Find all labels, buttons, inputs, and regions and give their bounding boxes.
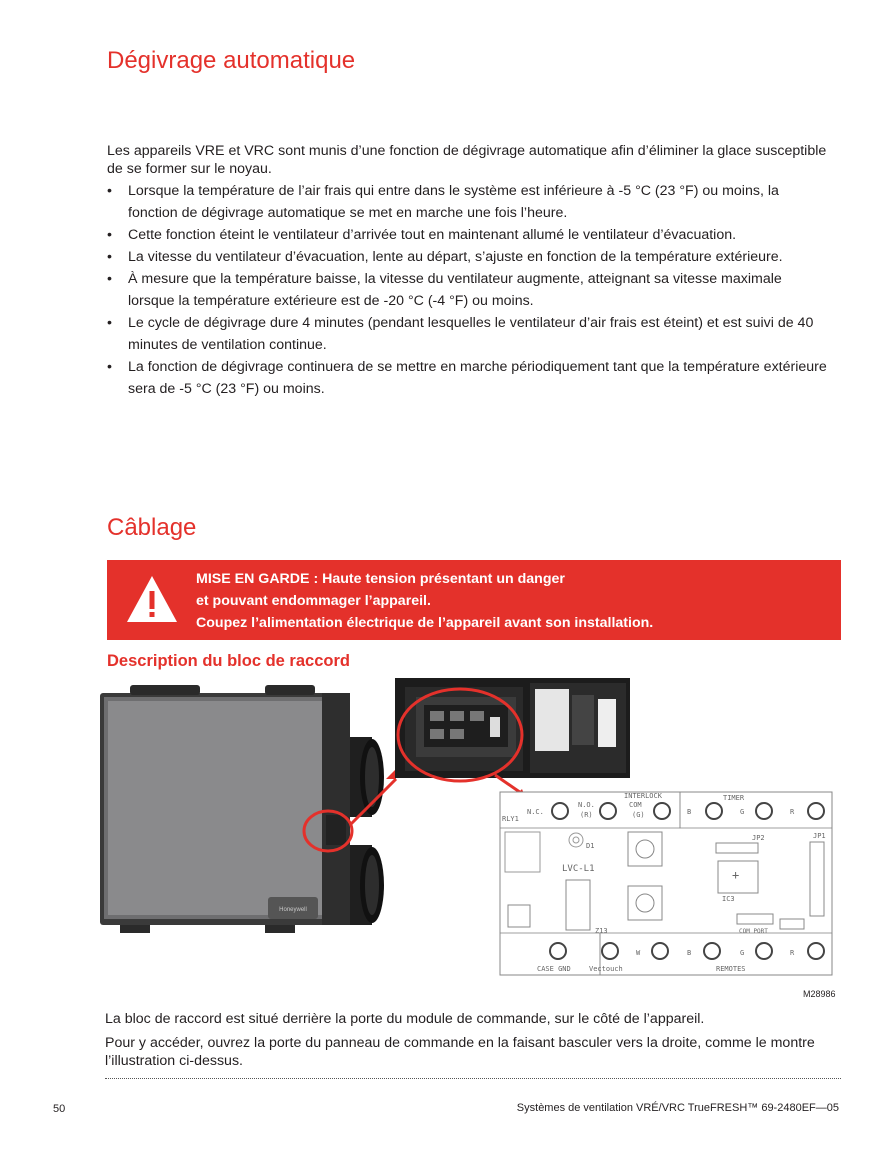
list-item: • Cette fonction éteint le ventilateur d’arrivée tout en maintenant allumé le ventilateur d’évacuation. <box>107 224 832 246</box>
terminal-block-figure <box>100 675 840 1005</box>
section-title-defrost: Dégivrage automatique <box>107 47 356 74</box>
svg-text:JP1: JP1 <box>813 832 826 840</box>
svg-text:COM: COM <box>629 801 642 809</box>
terminal-block-diagram <box>500 792 832 975</box>
svg-text:+: + <box>732 868 740 882</box>
svg-text:G: G <box>740 808 745 816</box>
svg-text:(R): (R) <box>580 811 593 819</box>
svg-text:Vectouch: Vectouch <box>589 965 623 973</box>
svg-text:R: R <box>790 808 795 816</box>
page-number: 50 <box>53 1103 66 1115</box>
svg-text:CASE GND: CASE GND <box>537 965 571 973</box>
defrost-bullet-list <box>107 180 832 400</box>
control-panel-photo <box>395 678 630 799</box>
warning-line-3: Coupez l’alimentation électrique de l’appareil avant son installation. <box>196 615 654 631</box>
ventilator-illustration <box>100 675 840 1005</box>
svg-text:TIMER: TIMER <box>723 794 745 802</box>
svg-text:N.C.: N.C. <box>527 808 544 816</box>
terminal-block-access-text: Pour y accéder, ouvrez la porte du panneau de commande en la faisant basculer vers la droite, comme le montre l’illustration ci-dessus. <box>105 1035 815 1069</box>
svg-text:REMOTES: REMOTES <box>716 965 746 973</box>
svg-text:COM PORT: COM PORT <box>739 928 768 935</box>
svg-text:G: G <box>740 949 745 957</box>
warning-line-2: et pouvant endommager l’appareil. <box>196 593 431 609</box>
dotted-divider <box>105 1078 841 1079</box>
svg-text:B: B <box>687 949 692 957</box>
section-title-wiring: Câblage <box>107 514 197 541</box>
list-item: • Le cycle de dégivrage dure 4 minutes (pendant lesquelles le ventilateur d’air frais est éteint) et est suivi de 40 minutes de ventilation continue. <box>107 312 832 356</box>
list-item: • La vitesse du ventilateur d’évacuation, lente au départ, s’ajuste en fonction de la température extérieure. <box>107 246 832 268</box>
warning-line-1: MISE EN GARDE : Haute tension présentant un danger <box>196 571 565 587</box>
svg-text:INTERLOCK: INTERLOCK <box>624 792 662 800</box>
warning-triangle-icon <box>125 574 179 624</box>
svg-text:N.O.: N.O. <box>578 801 595 809</box>
svg-text:(G): (G) <box>632 811 645 819</box>
svg-text:B: B <box>687 808 692 816</box>
svg-text:Z13: Z13 <box>595 927 608 935</box>
svg-text:W: W <box>636 949 641 957</box>
terminal-block-location-text: La bloc de raccord est situé derrière la porte du module de commande, sur le côté de l’appareil. <box>105 1011 705 1027</box>
svg-text:RLY1: RLY1 <box>502 815 519 823</box>
subsection-title-terminal-block: Description du bloc de raccord <box>107 652 350 670</box>
defrost-intro: Les appareils VRE et VRC sont munis d’une fonction de dégivrage automatique afin d’éliminer la glace susceptible de se former sur le noyau. <box>107 143 827 177</box>
figure-code: M28986 <box>803 989 836 999</box>
svg-text:D1: D1 <box>586 842 595 850</box>
svg-text:LVC-L1: LVC-L1 <box>562 864 595 874</box>
svg-text:R: R <box>790 949 795 957</box>
ventilator-unit-image <box>100 685 396 933</box>
warning-banner <box>107 560 841 640</box>
svg-text:JP2: JP2 <box>752 834 765 842</box>
brand-logo: Honeywell <box>279 907 307 913</box>
warning-text <box>196 568 653 634</box>
footer-document-title: Systèmes de ventilation VRÉ/VRC TrueFRESH™ 69-2480EF—05 <box>516 1102 839 1114</box>
svg-text:IC3: IC3 <box>722 895 735 903</box>
list-item: • Lorsque la température de l’air frais qui entre dans le système est inférieure à -5 °C (23 °F) ou moins, la fonction de dégivrage automatique se met en marche une fois l’heure. <box>107 180 832 224</box>
list-item: • La fonction de dégivrage continuera de se mettre en marche périodiquement tant que la température extérieure sera de -5 °C (23 °F) ou moins. <box>107 356 832 400</box>
list-item: • À mesure que la température baisse, la vitesse du ventilateur augmente, atteignant sa vitesse maximale lorsque la température extérieure est de -20 °C (-4 °F) ou moins. <box>107 268 832 312</box>
